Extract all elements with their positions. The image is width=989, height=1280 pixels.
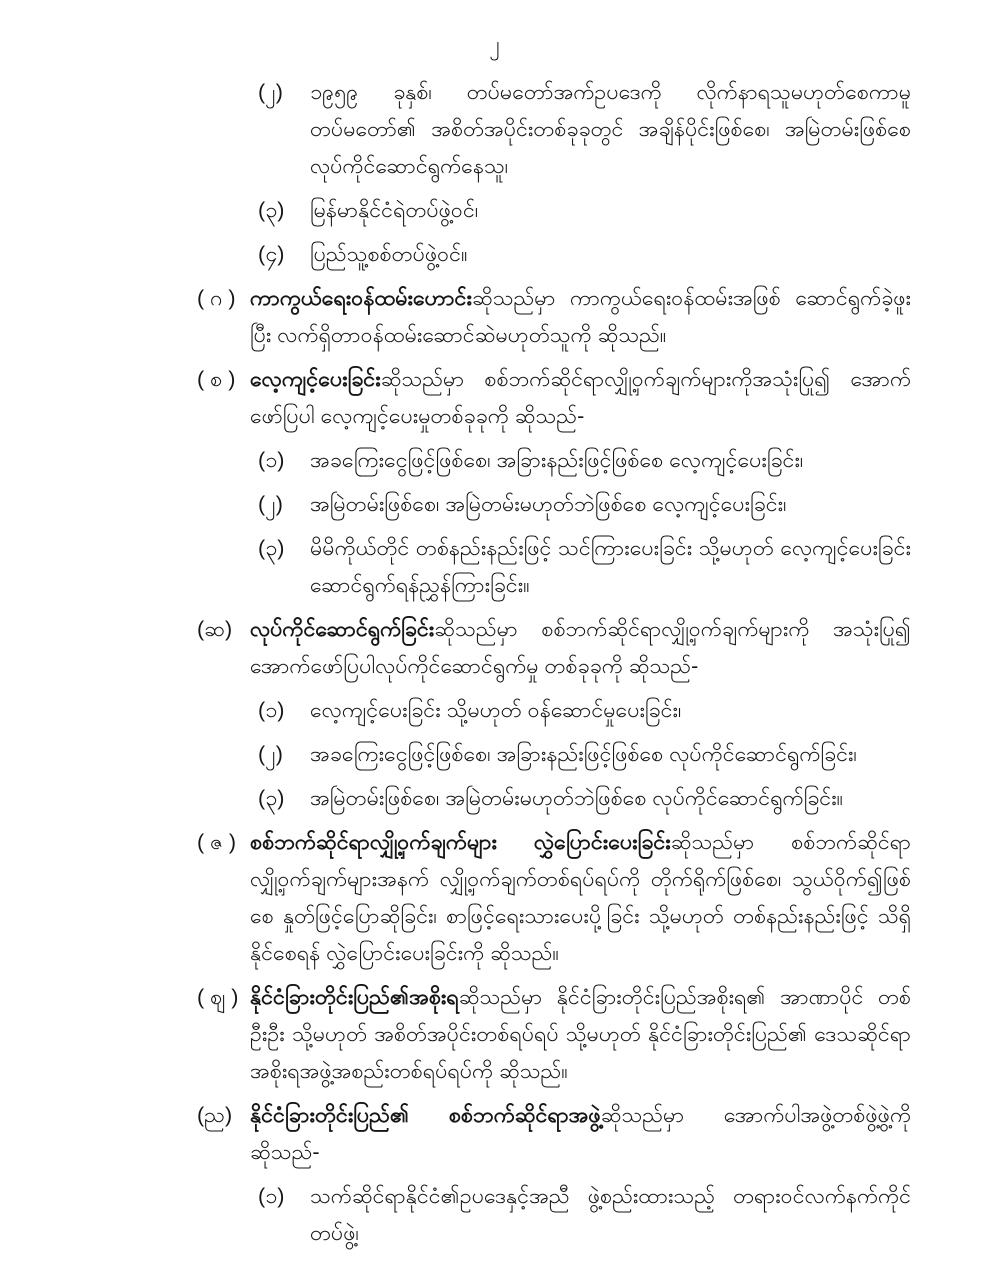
section-label: ( ဈ ): [197, 985, 239, 1009]
item-label: (၃): [258, 786, 285, 810]
definition-body: ဆိုသည်မှာ စစ်ဘက်ဆိုင်ရာလျှို့ဝှက်ချက်များကိုအသုံးပြု၍ အောက်ဖော်ပြပါ လေ့ကျင့်ပေးမှုတစ်ခုခုကို ဆိုသည်-: [250, 367, 911, 428]
list-item: [258, 780, 911, 817]
item-text: သက်ဆိုင်ရာနိုင်ငံ၏ဥပဒေနှင့်အညီ ဖွဲ့စည်းထားသည့် တရားဝင်လက်နက်ကိုင် တပ်ဖွဲ့၊: [310, 1184, 911, 1245]
defined-term: နိုင်ငံခြားတိုင်းပြည်၏အစိုးရ: [250, 985, 459, 1009]
item-text: အခကြေးငွေဖြင့်ဖြစ်စေ၊ အခြားနည်းဖြင့်ဖြစ်စေ လေ့ကျင့်ပေးခြင်း၊: [310, 448, 804, 472]
item-label: (၂): [258, 80, 283, 104]
section-text: [250, 979, 911, 1090]
definition-section: [197, 361, 911, 435]
defined-term: လုပ်ကိုင်ဆောင်ရွက်ခြင်း: [250, 617, 435, 641]
list-item: [258, 236, 911, 273]
list-item: [258, 530, 911, 604]
item-text: မြန်မာနိုင်ငံရဲတပ်ဖွဲ့ဝင်၊: [310, 198, 479, 222]
section-label: (ည): [197, 1103, 233, 1127]
list-item: [258, 692, 911, 729]
defined-term: နိုင်ငံခြားတိုင်းပြည်၏ စစ်ဘက်ဆိုင်ရာအဖွဲ့: [250, 1103, 601, 1127]
list-item: [258, 736, 911, 773]
list-item: [258, 442, 911, 479]
item-label: (၄): [258, 242, 285, 266]
item-label: (၂): [258, 492, 283, 516]
item-label: (၃): [258, 198, 285, 222]
definition-body: ဆိုသည်မှာ အောက်ပါအဖွဲ့တစ်ဖွဲ့ဖွဲ့ကို ဆိုသည်-: [250, 1103, 911, 1164]
section-text: [250, 280, 911, 354]
definition-body: ဆိုသည်မှာ နိုင်ငံခြားတိုင်းပြည်အစိုးရ၏ အာဏာပိုင် တစ်ဦးဦး သို့မဟုတ် အစိတ်အပိုင်းတစ်ရပ်ရပ် သို့မဟုတ် နိုင်ငံခြားတိုင်းပြည်၏ ဒေသဆိုင်ရာအစိုးရအဖွဲ့အစည်းတစ်ရပ်ရပ်ကို ဆိုသည်။: [250, 985, 911, 1083]
definition-section: [197, 824, 911, 972]
section-text: [250, 361, 911, 435]
definition-body: ဆိုသည်မှာ စစ်ဘက်ဆိုင်ရာ လျှို့ဝှက်ချက်များအနက် လျှို့ဝှက်ချက်တစ်ရပ်ရပ်ကို တိုက်ရိုက်ဖြစ်စေ၊ သွယ်ဝိုက်၍ဖြစ်စေ နှုတ်ဖြင့်ပြောဆိုခြင်း၊ စာဖြင့်ရေးသားပေးပို့ခြင်း သို့မဟုတ် တစ်နည်းနည်းဖြင့် သိရှိနိုင်စေရန် လွှဲပြောင်းပေးခြင်းကို ဆိုသည်။: [250, 830, 911, 965]
item-text: အမြဲတမ်းဖြစ်စေ၊ အမြဲတမ်းမဟုတ်ဘဲဖြစ်စေ လေ့ကျင့်ပေးခြင်း၊: [310, 492, 787, 516]
list-item: [258, 486, 911, 523]
list-item: [258, 192, 911, 229]
item-text: ပြည်သူ့စစ်တပ်ဖွဲ့ဝင်။: [310, 242, 468, 266]
defined-term: စစ်ဘက်ဆိုင်ရာလျှို့ဝှက်ချက်များ လွှဲပြောင်းပေးခြင်း: [250, 830, 671, 854]
item-text: မိမိကိုယ်တိုင် တစ်နည်းနည်းဖြင့် သင်ကြားပေးခြင်း သို့မဟုတ် လေ့ကျင့်ပေးခြင်း ဆောင်ရွက်ရန်ညွှန်ကြားခြင်း။: [310, 536, 911, 597]
item-label: (၃): [258, 536, 285, 560]
definition-section: [197, 611, 911, 685]
definition-body: ဆိုသည်မှာ စစ်ဘက်ဆိုင်ရာလျှို့ဝှက်ချက်များကို အသုံးပြု၍ အောက်ဖော်ပြပါလုပ်ကိုင်ဆောင်ရွက်မှု တစ်ခုခုကို ဆိုသည်-: [250, 617, 911, 678]
item-text: အခကြေးငွေဖြင့်ဖြစ်စေ၊ အခြားနည်းဖြင့်ဖြစ်စေ လုပ်ကိုင်ဆောင်ရွက်ခြင်း၊: [310, 742, 857, 766]
list-item: [258, 1178, 911, 1252]
defined-term: ကာကွယ်ရေးဝန်ထမ်းဟောင်း: [250, 286, 472, 310]
item-text: လေ့ကျင့်ပေးခြင်း သို့မဟုတ် ဝန်ဆောင်မှုပေးခြင်း၊: [310, 698, 682, 722]
definition-body: ဆိုသည်မှာ ကာကွယ်ရေးဝန်ထမ်းအဖြစ် ဆောင်ရွက်ခဲ့ဖူးပြီး လက်ရှိတာဝန်ထမ်းဆောင်ဆဲမဟုတ်သူကို ဆိုသည်။: [250, 286, 911, 347]
item-label: (၁): [258, 1184, 285, 1208]
page-number: ၂: [489, 33, 500, 56]
document-body: [197, 74, 911, 1259]
item-text: အမြဲတမ်းဖြစ်စေ၊ အမြဲတမ်းမဟုတ်ဘဲဖြစ်စေ လုပ်ကိုင်ဆောင်ရွက်ခြင်း။: [310, 786, 844, 810]
section-text: [250, 1097, 911, 1171]
list-item: [258, 74, 911, 185]
item-label: (၁): [258, 448, 285, 472]
section-label: ( စ ): [197, 367, 236, 391]
defined-term: လေ့ကျင့်ပေးခြင်း: [250, 367, 381, 391]
definition-section: [197, 1097, 911, 1171]
item-label: (၁): [258, 698, 285, 722]
definition-section: [197, 280, 911, 354]
definition-section: [197, 979, 911, 1090]
section-label: ( ဂ ): [197, 286, 236, 310]
section-text: [250, 824, 911, 972]
section-label: ( ဇ ): [197, 830, 237, 854]
section-text: [250, 611, 911, 685]
item-label: (၂): [258, 742, 283, 766]
section-label: (ဆ): [197, 617, 233, 641]
item-text: ၁၉၅၉ ခုနှစ်၊ တပ်မတော်အက်ဥပဒေကို လိုက်နာရသူမဟုတ်စေကာမူ တပ်မတော်၏ အစိတ်အပိုင်းတစ်ခုခုတွင် အချိန်ပိုင်းဖြစ်စေ၊ အမြဲတမ်းဖြစ်စေ လုပ်ကိုင်ဆောင်ရွက်နေသူ၊: [310, 80, 911, 178]
